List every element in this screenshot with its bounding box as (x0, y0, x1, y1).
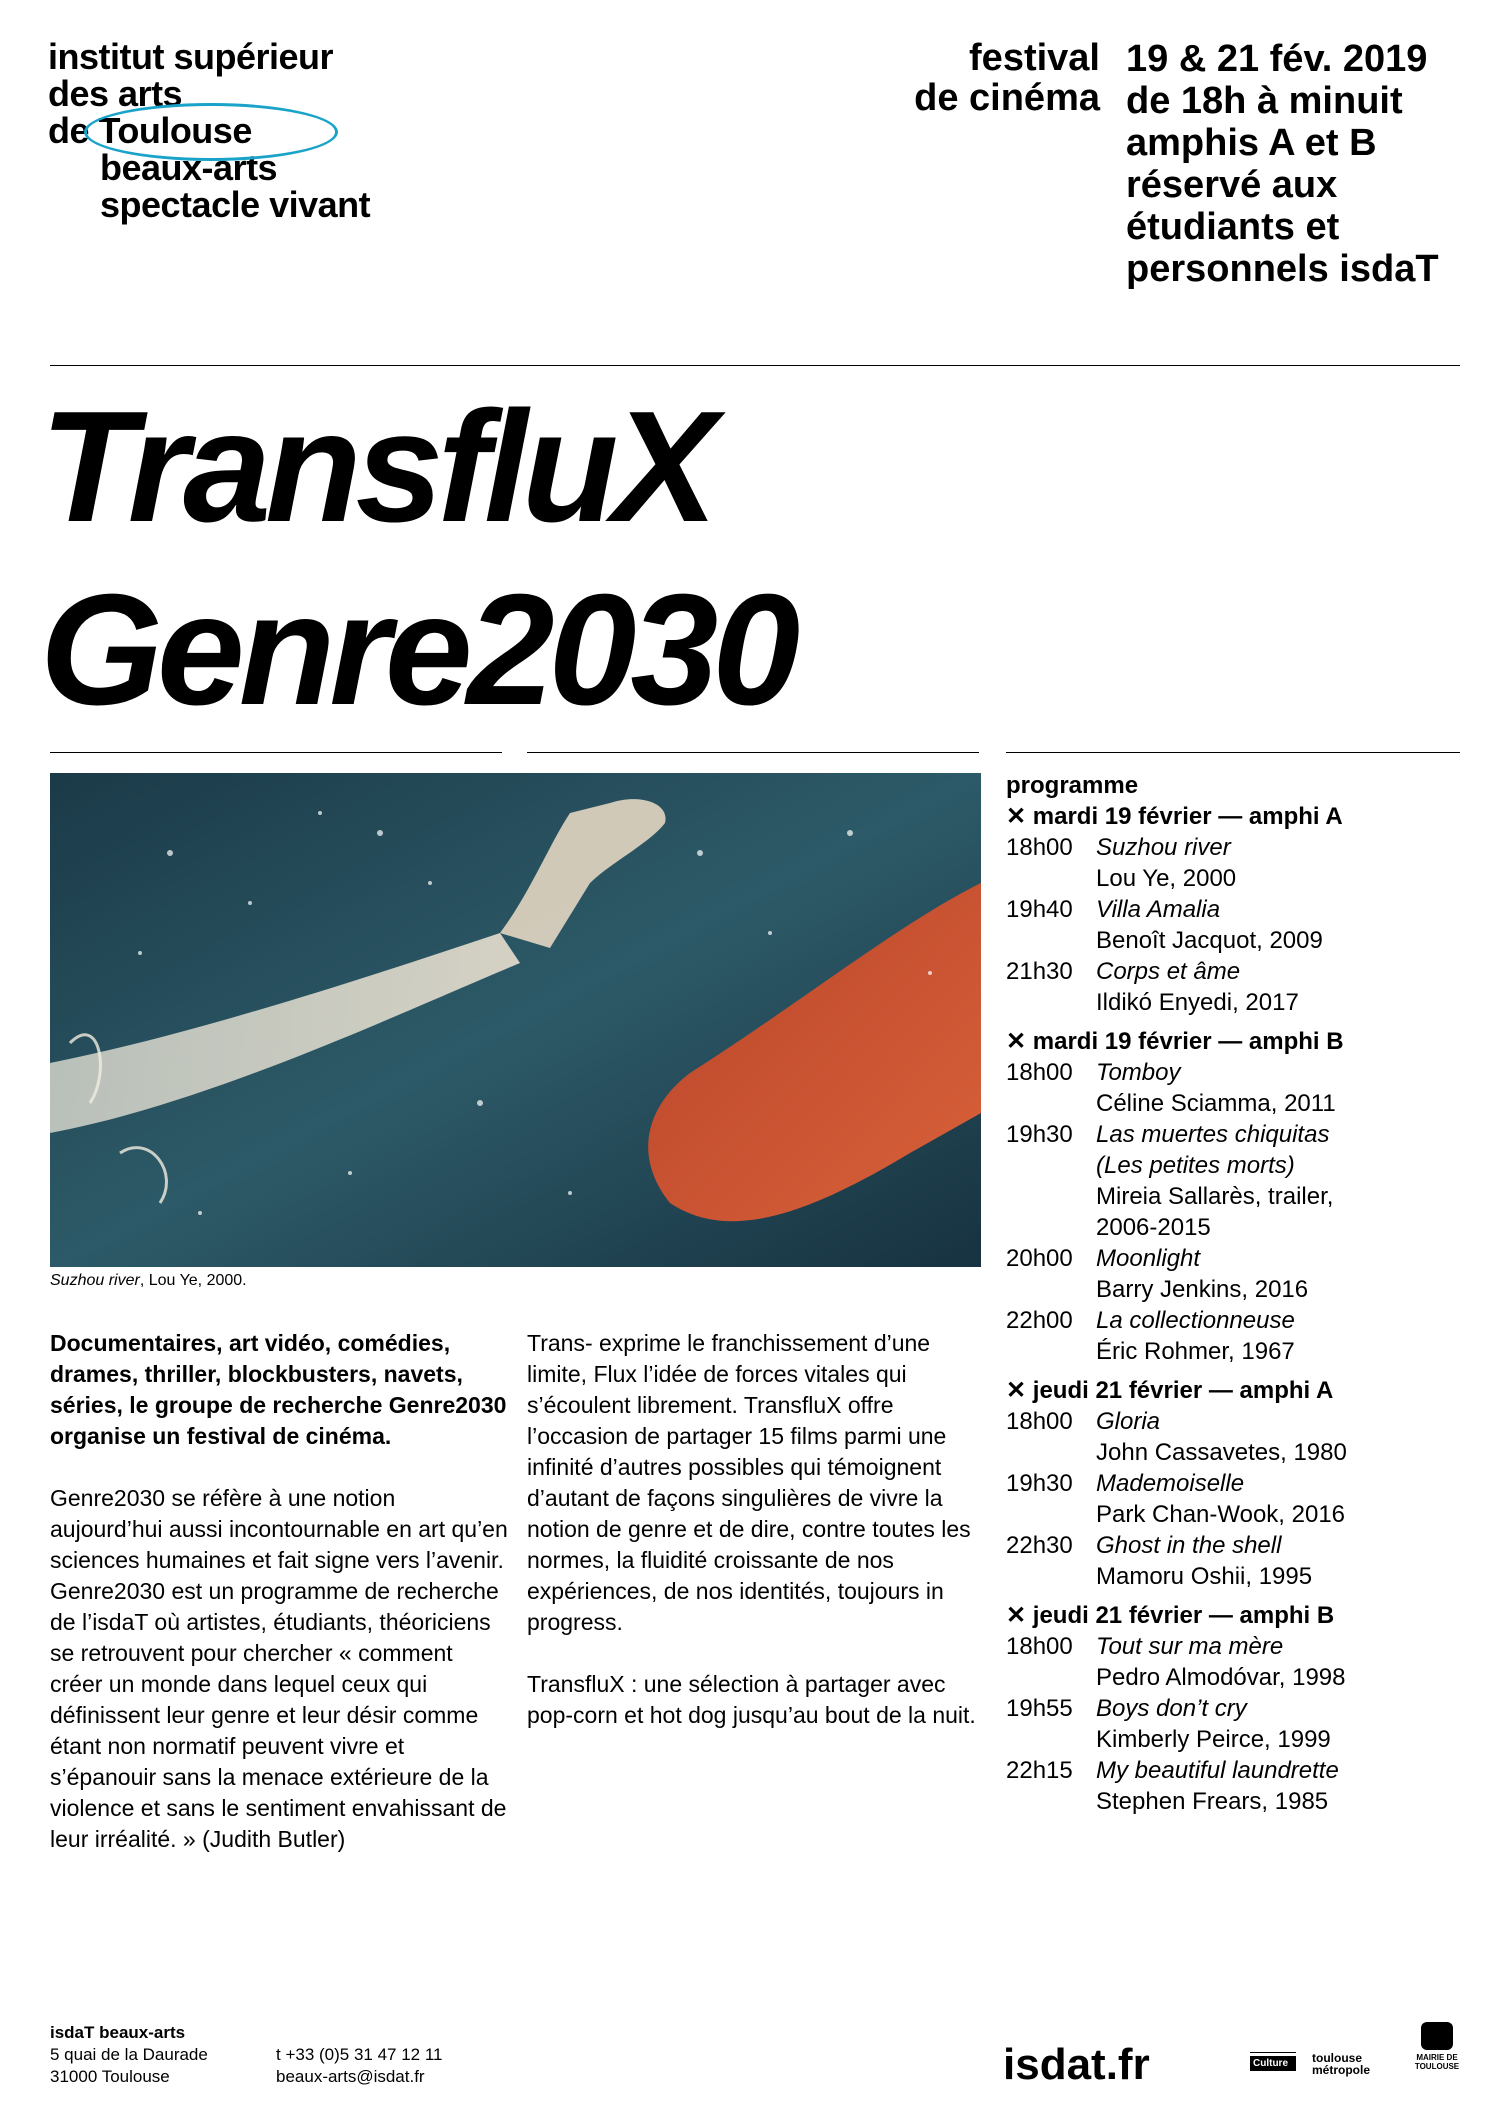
list-item (1006, 1406, 1466, 1437)
film-credit: John Cassavetes, 1980 (1096, 1439, 1347, 1466)
toulouse-metropole-logo: toulouse métropole (1312, 2051, 1371, 2077)
section-label: ✕ mardi 19 février — amphi A (1006, 803, 1343, 830)
list-item (1006, 956, 1466, 987)
film-credit: Mamoru Oshii, 1995 (1096, 1563, 1313, 1590)
film-credit: Céline Sciamma, 2011 (1096, 1090, 1336, 1117)
list-item (1006, 1530, 1466, 1561)
film-credit: Benoît Jacquot, 2009 (1096, 927, 1323, 954)
trans-paragraph-1: Trans- exprime le franchissement d’une limite, Flux l’idée de forces vitales qui s’écoulent librement. TransfluX offre l’occasion de partager 15 films parmi une infinité d’autres possibles qui témoignent d’autant de façons singulières de vivre la notion de genre et de dire, contre toutes les normes, la fluidité croissante de nos expériences, de nos identités, toujours in progress. (527, 1330, 971, 1635)
info-line-4: réservé aux (1126, 164, 1338, 206)
film-title: Mademoiselle (1096, 1470, 1245, 1497)
address-line-3: 31000 Toulouse (50, 2067, 170, 2086)
film-credit: Ildikó Enyedi, 2017 (1096, 989, 1299, 1016)
list-item (1006, 894, 1466, 925)
film-time: 19h30 (1006, 1121, 1073, 1148)
film-credit: Éric Rohmer, 1967 (1096, 1338, 1295, 1365)
title-line-1: TransfluX (40, 379, 712, 555)
list-item (1006, 1243, 1466, 1274)
film-time: 22h30 (1006, 1532, 1073, 1559)
top-divider (50, 365, 1460, 366)
film-time: 21h30 (1006, 958, 1073, 985)
film-title: Villa Amalia (1096, 896, 1221, 923)
photo-caption (50, 1272, 247, 1290)
film-title: Corps et âme (1096, 958, 1241, 985)
footer-address (50, 2022, 208, 2088)
film-still-image (50, 773, 981, 1267)
section-label: ✕ jeudi 21 février — amphi B (1006, 1602, 1335, 1629)
divider-col3 (1006, 752, 1460, 753)
programme-list (1006, 770, 1466, 1817)
inst-line-4: beaux-arts (100, 147, 278, 188)
film-time: 19h40 (1006, 896, 1073, 923)
festival-info (1126, 38, 1439, 290)
festival-line-1: festival (969, 37, 1100, 79)
site-link[interactable]: isdat.fr (1003, 2040, 1150, 2089)
contact-phone: t +33 (0)5 31 47 12 11 (276, 2045, 443, 2064)
film-credit: Park Chan-Wook, 2016 (1096, 1501, 1346, 1528)
film-time: 22h00 (1006, 1307, 1073, 1334)
inst-line-5: spectacle vivant (100, 184, 371, 225)
info-line-5: étudiants et (1126, 206, 1340, 248)
info-line-3: amphis A et B (1126, 122, 1377, 164)
info-line-6: personnels isdaT (1126, 248, 1439, 290)
film-credit: Mireia Sallarès, trailer, (1096, 1183, 1334, 1210)
divider-col1 (50, 752, 502, 753)
inst-line-2: des arts (48, 73, 183, 114)
film-credit: Barry Jenkins, 2016 (1096, 1276, 1309, 1303)
film-time: 19h30 (1006, 1470, 1073, 1497)
inst-line-1: institut supérieur (48, 36, 334, 77)
list-item (1006, 832, 1466, 863)
programme-heading: programme (1006, 772, 1139, 799)
film-title: Las muertes chiquitas (1096, 1121, 1330, 1148)
film-time: 20h00 (1006, 1245, 1073, 1272)
info-line-1: 19 & 21 fév. 2019 (1126, 38, 1428, 80)
festival-label (860, 38, 1100, 118)
culture-logo (1250, 2034, 1296, 2071)
inst-line-3: de Toulouse (48, 110, 252, 151)
list-item (1006, 1305, 1466, 1336)
section-label: ✕ mardi 19 février — amphi B (1006, 1028, 1344, 1055)
list-item (1006, 1755, 1466, 1786)
festival-line-2: de cinéma (914, 77, 1100, 119)
film-title: Gloria (1096, 1408, 1161, 1435)
film-time: 18h00 (1006, 1633, 1073, 1660)
divider-col2 (527, 752, 979, 753)
footer-contact (276, 2044, 443, 2088)
intro-column (50, 1328, 510, 1855)
film-title: Boys don’t cry (1096, 1695, 1247, 1722)
film-title: Ghost in the shell (1096, 1532, 1282, 1559)
film-title: Tout sur ma mère (1096, 1633, 1284, 1660)
film-credit: Stephen Frears, 1985 (1096, 1788, 1329, 1815)
film-credit: Lou Ye, 2000 (1096, 865, 1237, 892)
list-item (1006, 1693, 1466, 1724)
film-credit: Pedro Almodóvar, 1998 (1096, 1664, 1346, 1691)
film-title: My beautiful laundrette (1096, 1757, 1339, 1784)
film-title: Suzhou river (1096, 834, 1231, 861)
intro-lead: Documentaires, art vidéo, comédies, drames, thriller, blockbusters, navets, séries, le groupe de recherche Genre2030 organise un festival de cinéma. (50, 1330, 507, 1449)
mairie-logo-text: MAIRIE DE TOULOUSE (1414, 2053, 1460, 2071)
film-title: Moonlight (1096, 1245, 1201, 1272)
film-time: 22h15 (1006, 1757, 1073, 1784)
caption-film-title: Suzhou river (50, 1272, 140, 1289)
film-time: 19h55 (1006, 1695, 1073, 1722)
trans-paragraph-2: TransfluX : une sélection à partager avec pop-corn et hot dog jusqu’au bout de la nuit. (527, 1671, 976, 1728)
mairie-toulouse-logo (1414, 2022, 1460, 2071)
main-title (40, 376, 794, 742)
film-credit-years: 2006-2015 (1096, 1214, 1211, 1241)
list-item (1006, 1468, 1466, 1499)
mairie-crest-icon (1421, 2022, 1453, 2050)
caption-credit: , Lou Ye, 2000. (139, 1272, 247, 1289)
film-time: 18h00 (1006, 834, 1073, 861)
trans-column (527, 1328, 987, 1731)
title-line-2: Genre2030 (40, 562, 795, 738)
address-line-1: isdaT beaux-arts (50, 2023, 186, 2042)
film-time: 18h00 (1006, 1059, 1073, 1086)
film-credit: Kimberly Peirce, 1999 (1096, 1726, 1331, 1753)
film-alt-title: (Les petites morts) (1096, 1152, 1295, 1179)
highlight-oval (84, 103, 338, 161)
list-item (1006, 1057, 1466, 1088)
contact-email: beaux-arts@isdat.fr (276, 2067, 425, 2086)
list-item (1006, 1119, 1466, 1150)
list-item (1006, 1631, 1466, 1662)
culture-logo-text: Culture (1250, 2056, 1296, 2071)
info-line-2: de 18h à minuit (1126, 80, 1403, 122)
address-line-2: 5 quai de la Daurade (50, 2045, 208, 2064)
intro-body: Genre2030 se réfère à une notion aujourd’hui aussi incontournable en art qu’en sciences humaines et fait signe vers l’avenir. Genre2030 est un programme de recherche de l’isdaT où artistes, étudiants, théoriciens se retrouvent pour chercher « comment créer un monde dans lequel ceux qui définissent leur genre et leur désir comme étant non normatif peuvent vivre et s’épanouir sans la menace extérieure de la violence et sans le sentiment envahissant de leur irréalité. » (Judith Butler) (50, 1485, 508, 1852)
section-label: ✕ jeudi 21 février — amphi A (1006, 1377, 1334, 1404)
film-time: 18h00 (1006, 1408, 1073, 1435)
film-title: Tomboy (1096, 1059, 1181, 1086)
film-title: La collectionneuse (1096, 1307, 1295, 1334)
